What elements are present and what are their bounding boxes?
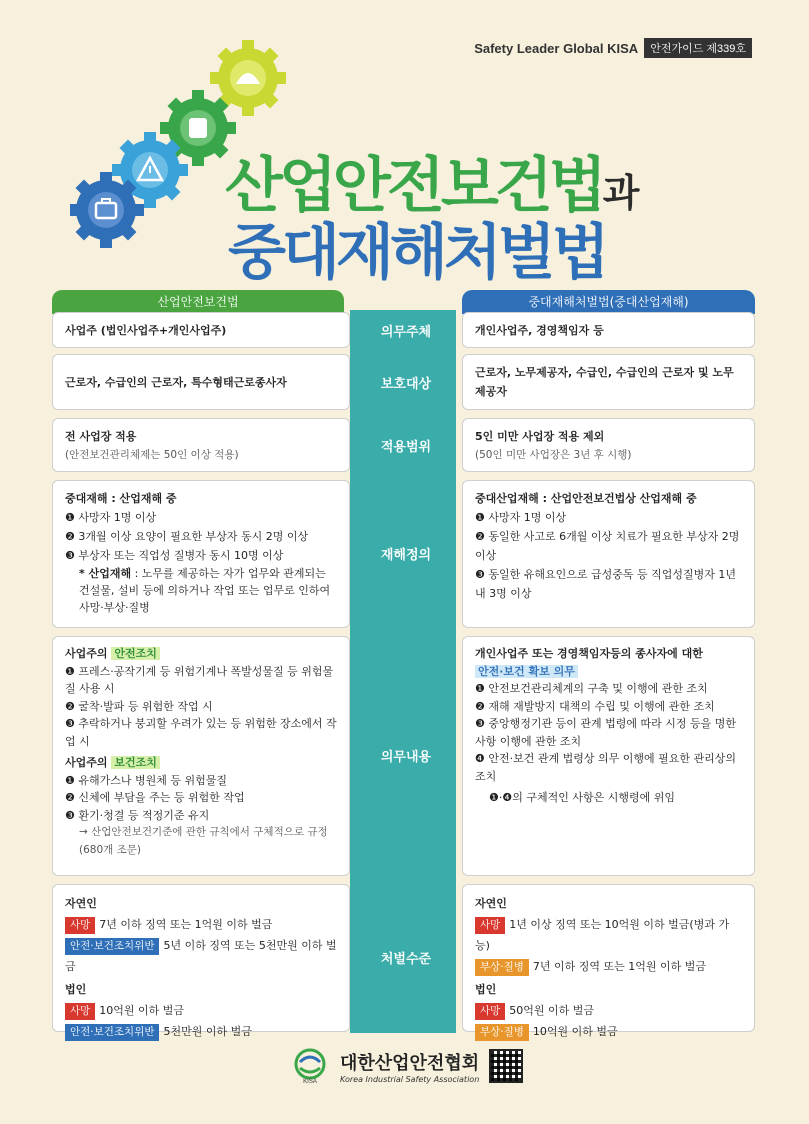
duties-right-item: ❷ 재해 재발방지 대책의 수립 및 이행에 관한 조치 bbox=[475, 699, 715, 713]
row-definition bbox=[52, 480, 755, 628]
guide-number-badge: 안전가이드 제339호 bbox=[644, 38, 752, 58]
duty-subject-right: 개인사업주, 경영책임자 등 bbox=[462, 312, 755, 348]
definition-right-item: ❶ 사망자 1명 이상 bbox=[475, 511, 567, 524]
org-name-block bbox=[340, 1049, 479, 1084]
qr-code-icon[interactable] bbox=[489, 1049, 523, 1083]
duties-right-item: ❶ 안전보건관리체계의 구축 및 이행에 관한 조치 bbox=[475, 682, 708, 695]
penalty-tag-injury: 부상·질병 bbox=[475, 1024, 529, 1041]
duties-left bbox=[52, 636, 350, 876]
penalty-right: 자연인 사망 1년 이상 징역 또는 10억원 이하 벌금(병과 가능) 부상·질병 7년 이하 징역 또는 1억원 이하 벌금 법인 사망 50억원 이하 벌금 부상·질병 10억원 이하 벌금 bbox=[462, 884, 755, 1032]
row-duties bbox=[52, 636, 755, 876]
health-tag: 보건조치 bbox=[111, 756, 160, 769]
footer bbox=[290, 1048, 523, 1084]
org-name-en: Korea Industrial Safety Association bbox=[340, 1074, 480, 1084]
scope-right: 5인 미만 사업장 적용 제외 (50인 미만 사업장은 3년 후 시행) bbox=[462, 418, 755, 472]
protected-left: 근로자, 수급인의 근로자, 특수형태근로종사자 bbox=[52, 354, 350, 410]
safety-heading: 사업주의 안전조치 bbox=[65, 645, 337, 663]
definition-right-item: ❸ 동일한 유해요인으로 급성중독 등 직업성질병자 1년 내 3명 이상 bbox=[475, 568, 736, 600]
title-line2: 중대재해처벌법 bbox=[228, 218, 606, 288]
definition-right: 중대산업재해 : 산업안전보건법상 산업재해 중 ❶ 사망자 1명 이상 ❷ 동일한 사고로 6개월 이상 치료가 필요한 부상자 2명 이상 ❸ 동일한 유해요인으로 급성중독 등 직업성질병자 1년 내 3명 이상 bbox=[462, 480, 755, 628]
penalty-left: 자연인 사망 7년 이하 징역 또는 1억원 이하 벌금 안전·보건조치위반 5년 이하 징역 또는 5천만원 이하 벌금 법인 사망 10억원 이하 벌금 안전·보건조치위반 5천만원 이하 벌금 bbox=[52, 884, 350, 1032]
health-heading: 사업주의 보건조치 bbox=[65, 754, 337, 772]
definition-left-item: ❶ 사망자 1명 이상 bbox=[65, 511, 157, 524]
safety-tag: 안전조치 bbox=[111, 647, 160, 660]
safety-item: ❸ 추락하거나 붕괴할 우려가 있는 등 위험한 장소에서 작업 시 bbox=[65, 717, 337, 748]
label-duty-subject: 의무주체 bbox=[380, 325, 432, 340]
label-penalty: 처벌수준 bbox=[380, 952, 432, 967]
health-item: ❷ 신체에 부담을 주는 등 위험한 작업 bbox=[65, 791, 245, 804]
definition-left: 중대재해 : 산업재해 중 ❶ 사망자 1명 이상 ❷ 3개월 이상 요양이 필요한 부상자 동시 2명 이상 ❸ 부상자 또는 직업성 질병자 동시 10명 이상 * 산업재해 : 노무를 제공하는 자가 업무와 관계되는 건설물, 설비 등에 의하거나 작업 또는 업무로 인하여 사망·부상·질병 bbox=[52, 480, 350, 628]
penalty-tag-death: 사망 bbox=[475, 917, 505, 934]
row-duty-subject bbox=[52, 312, 755, 348]
label-scope: 적용범위 bbox=[380, 440, 432, 455]
penalty-tag-death: 사망 bbox=[65, 1003, 95, 1020]
brand-text: Safety Leader Global KISA bbox=[474, 40, 639, 56]
row-scope bbox=[52, 418, 755, 472]
label-duties: 의무내용 bbox=[380, 750, 432, 765]
row-penalty bbox=[52, 884, 755, 1038]
definition-left-item: ❸ 부상자 또는 직업성 질병자 동시 10명 이상 bbox=[65, 549, 284, 562]
title-main: 산업안전보건법 bbox=[225, 151, 603, 221]
penalty-tag-violation: 안전·보건조치위반 bbox=[65, 938, 159, 955]
kisa-logo-icon bbox=[290, 1048, 330, 1084]
duties-right-item: ❸ 중앙행정기관 등이 관계 법령에 따라 시정 등을 명한 사항 이행에 관한 조치 bbox=[475, 717, 736, 748]
protected-right: 근로자, 노무제공자, 수급인, 수급인의 근로자 및 노무제공자 bbox=[462, 354, 755, 410]
header-brand bbox=[474, 38, 752, 58]
duties-left-note: → 산업안전보건기준에 관한 규칙에서 구체적으로 규정 (680개 조문) bbox=[79, 826, 328, 856]
penalty-tag-death: 사망 bbox=[475, 1003, 505, 1020]
duties-right-note: ❶·❹의 구체적인 사항은 시행령에 위임 bbox=[489, 791, 675, 804]
definition-left-note: * 산업재해 : 노무를 제공하는 자가 업무와 관계되는 건설물, 설비 등에 의하거나 작업 또는 업무로 인하여 사망·부상·질병 bbox=[79, 567, 331, 614]
health-item: ❶ 유해가스나 병원체 등 위험물질 bbox=[65, 773, 227, 787]
column-header-right: 중대재해처벌법(중대산업재해) bbox=[462, 290, 755, 314]
scope-left: 전 사업장 적용 (안전보건관리체제는 50인 이상 적용) bbox=[52, 418, 350, 472]
duty-subject-left: 사업주 (법인사업주+개인사업주) bbox=[52, 312, 350, 348]
penalty-tag-injury: 부상·질병 bbox=[475, 959, 529, 976]
definition-left-item: ❷ 3개월 이상 요양이 필요한 부상자 동시 2명 이상 bbox=[65, 530, 309, 543]
title-suffix: 과 bbox=[602, 171, 639, 215]
penalty-tag-death: 사망 bbox=[65, 917, 95, 934]
label-protected: 보호대상 bbox=[380, 377, 432, 392]
org-name-ko: 대한산업안전협회 bbox=[340, 1052, 480, 1074]
label-definition: 재해정의 bbox=[380, 548, 432, 563]
duties-right: 개인사업주 또는 경영책임자등의 종사자에 대한 안전·보건 확보 의무 ❶ 안전보건관리체계의 구축 및 이행에 관한 조치 ❷ 재해 재발방지 대책의 수립 및 이행에 관한 조치 ❸ 중앙행정기관 등이 관계 법령에 따라 시정 등을 명한 사항 이행에 관한 조치 ❹ 안전·보건 관계 법령상 의무 이행에 필요한 관리상의 조치 ❶·❹의 구체적인 사항은 시행령에 위임 bbox=[462, 636, 755, 876]
definition-right-item: ❷ 동일한 사고로 6개월 이상 치료가 필요한 부상자 2명 이상 bbox=[475, 530, 740, 562]
safety-item: ❶ 프레스·공작기계 등 위험기계나 폭발성물질 등 위험물질 사용 시 bbox=[65, 664, 334, 695]
row-protected bbox=[52, 354, 755, 410]
logo-text: KISA bbox=[303, 1079, 317, 1084]
health-item: ❸ 환기·청결 등 적정기준 유지 bbox=[65, 808, 210, 822]
safety-item: ❷ 굴착·발파 등 위험한 작업 시 bbox=[65, 699, 213, 713]
column-header-left: 산업안전보건법 bbox=[52, 290, 344, 314]
duties-right-item: ❹ 안전·보건 관계 법령상 의무 이행에 필요한 관리상의 조치 bbox=[475, 752, 736, 783]
duty-assurance-tag: 안전·보건 확보 의무 bbox=[475, 665, 578, 678]
penalty-tag-violation: 안전·보건조치위반 bbox=[65, 1024, 159, 1041]
